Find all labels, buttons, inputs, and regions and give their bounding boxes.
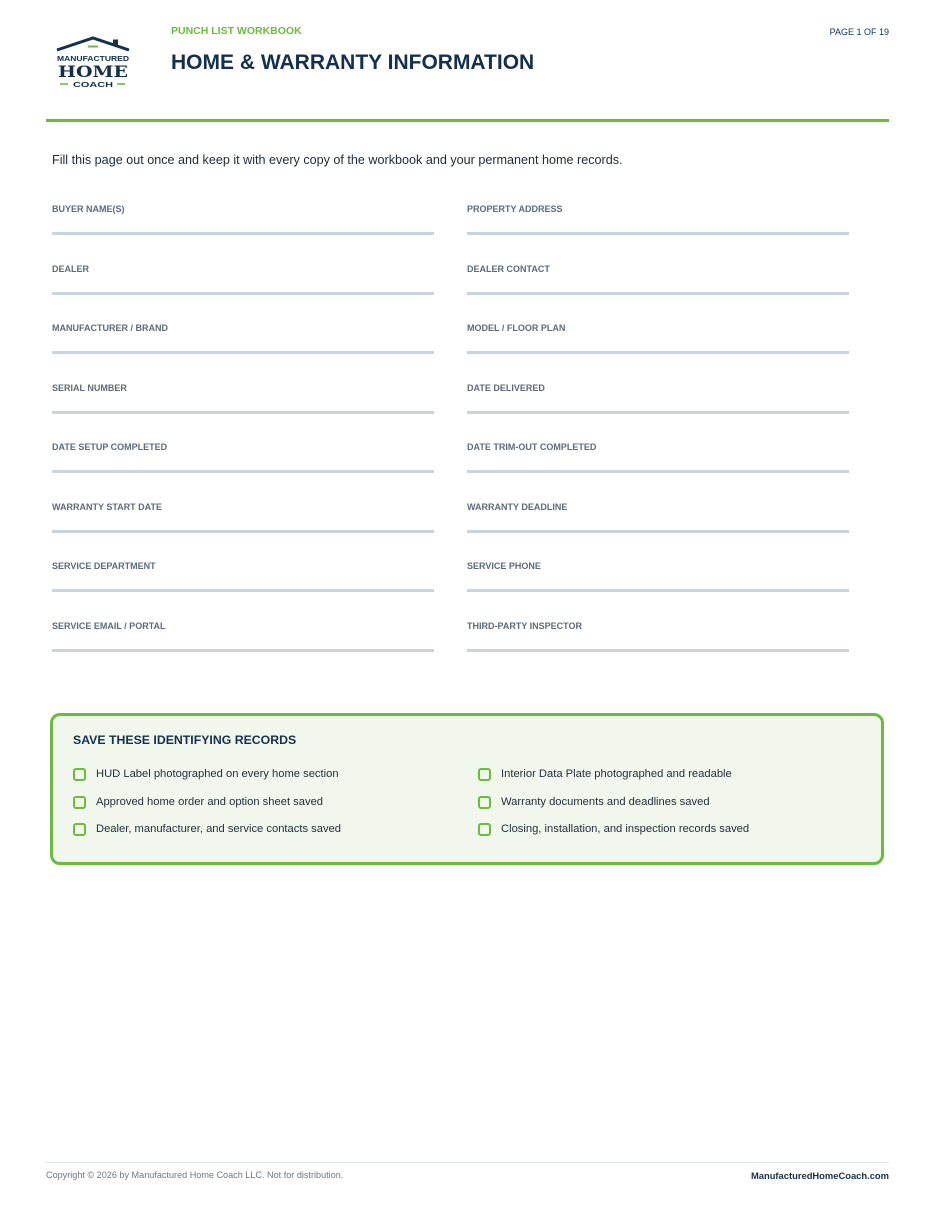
service-phone-label: SERVICE PHONE [467, 561, 541, 572]
field-warranty-start-date [52, 502, 434, 562]
logo-text-coach: COACH [73, 80, 113, 89]
model-floor-plan-label: MODEL / FLOOR PLAN [467, 323, 566, 334]
dealer-label: DEALER [52, 263, 90, 274]
field-dealer-contact [467, 264, 849, 324]
contacts-checkbox[interactable] [73, 823, 86, 836]
warranty-deadline-input[interactable] [467, 512, 849, 533]
record-item-warranty-documents[interactable] [478, 789, 873, 817]
serial-number-label: SERIAL NUMBER [52, 382, 127, 393]
manufacturer-brand-label: MANUFACTURER / BRAND [52, 323, 168, 334]
records-checklist [73, 761, 873, 844]
closing-records-text: Closing, installation, and inspection records saved [501, 823, 750, 836]
service-email-portal-input[interactable] [52, 631, 434, 652]
third-party-inspector-label: THIRD-PARTY INSPECTOR [467, 620, 583, 631]
field-service-email-portal [52, 621, 434, 681]
field-date-trim-out-completed [467, 442, 849, 502]
service-department-input[interactable] [52, 571, 434, 592]
record-item-approved-home-order[interactable] [73, 789, 478, 817]
field-buyer-names [52, 204, 434, 264]
record-item-hud-label[interactable] [73, 761, 478, 789]
warranty-start-date-input[interactable] [52, 512, 434, 533]
field-third-party-inspector [467, 621, 849, 681]
field-warranty-deadline [467, 502, 849, 562]
page-indicator: PAGE 1 OF 19 [829, 27, 889, 37]
record-item-contacts[interactable] [73, 816, 478, 844]
date-trim-out-completed-label: DATE TRIM-OUT COMPLETED [467, 442, 597, 453]
serial-number-input[interactable] [52, 393, 434, 414]
field-date-delivered [467, 383, 849, 443]
field-manufacturer-brand [52, 323, 434, 383]
record-item-interior-data-plate[interactable] [478, 761, 873, 789]
warranty-start-date-label: WARRANTY START DATE [52, 501, 162, 512]
dealer-input[interactable] [52, 274, 434, 295]
date-setup-completed-input[interactable] [52, 452, 434, 473]
buyer-names-label: BUYER NAME(S) [52, 204, 125, 214]
warranty-documents-checkbox[interactable] [478, 796, 491, 809]
field-dealer [52, 264, 434, 324]
field-property-address [467, 204, 849, 264]
warranty-deadline-label: WARRANTY DEADLINE [467, 501, 568, 512]
contacts-text: Dealer, manufacturer, and service contacts saved [96, 823, 342, 836]
page-title: HOME & WARRANTY INFORMATION [171, 51, 535, 74]
workbook-eyebrow: PUNCH LIST WORKBOOK [171, 25, 302, 37]
logo-text-manufactured: MANUFACTURED [57, 54, 130, 63]
date-delivered-input[interactable] [467, 393, 849, 414]
property-address-input[interactable] [467, 214, 849, 235]
record-item-closing-records[interactable] [478, 816, 873, 844]
property-address-label: PROPERTY ADDRESS [467, 204, 563, 214]
field-serial-number [52, 383, 434, 443]
manufactured-home-coach-logo [55, 35, 133, 92]
copyright-notice: Copyright © 2026 by Manufactured Home Coach LLC. Not for distribution. [46, 1170, 344, 1180]
service-department-label: SERVICE DEPARTMENT [52, 561, 156, 572]
footer-divider [46, 1162, 889, 1163]
approved-home-order-checkbox[interactable] [73, 796, 86, 809]
buyer-names-input[interactable] [52, 214, 434, 235]
identifying-records-panel [50, 713, 884, 865]
approved-home-order-text: Approved home order and option sheet saved [96, 795, 324, 808]
records-panel-title: SAVE THESE IDENTIFYING RECORDS [73, 732, 297, 747]
field-model-floor-plan [467, 323, 849, 383]
interior-data-plate-checkbox[interactable] [478, 768, 491, 781]
service-email-portal-label: SERVICE EMAIL / PORTAL [52, 620, 166, 631]
house-roof-icon [57, 38, 129, 50]
third-party-inspector-input[interactable] [467, 631, 849, 652]
field-service-department [52, 561, 434, 621]
intro-text: Fill this page out once and keep it with every copy of the workbook and your permanent home records. [52, 153, 623, 167]
service-phone-input[interactable] [467, 571, 849, 592]
header-divider [46, 119, 889, 122]
website-link[interactable]: ManufacturedHomeCoach.com [750, 1170, 889, 1181]
closing-records-checkbox[interactable] [478, 823, 491, 836]
logo-text-home: HOME [58, 62, 128, 81]
dealer-contact-label: DEALER CONTACT [467, 263, 550, 274]
date-trim-out-completed-input[interactable] [467, 452, 849, 473]
manufacturer-brand-input[interactable] [52, 333, 434, 354]
date-setup-completed-label: DATE SETUP COMPLETED [52, 442, 168, 453]
interior-data-plate-text: Interior Data Plate photographed and readable [501, 768, 732, 781]
date-delivered-label: DATE DELIVERED [467, 382, 545, 393]
dealer-contact-input[interactable] [467, 274, 849, 295]
field-service-phone [467, 561, 849, 621]
hud-label-text: HUD Label photographed on every home section [96, 768, 339, 781]
field-date-setup-completed [52, 442, 434, 502]
hud-label-checkbox[interactable] [73, 768, 86, 781]
home-info-form [52, 204, 849, 681]
model-floor-plan-input[interactable] [467, 333, 849, 354]
warranty-documents-text: Warranty documents and deadlines saved [501, 795, 710, 808]
